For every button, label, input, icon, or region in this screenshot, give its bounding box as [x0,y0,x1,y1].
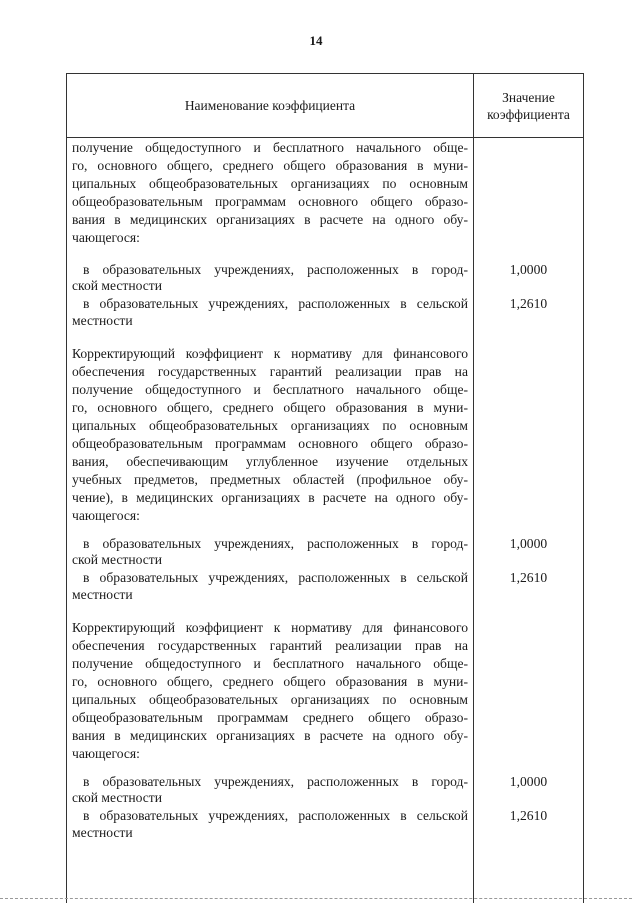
description-line: получение общедоступного и бесплатного начального обще- [72,140,468,155]
item-line: ской местности [72,278,163,293]
coefficient-value: 1,2610 [509,808,548,823]
header-coefficient-value [474,74,583,137]
header-coefficient-name: Наименование коэффициента [184,97,356,113]
header-value-line-2: коэффициента [487,106,570,122]
coefficient-table [66,73,584,903]
description-line: общеобразовательным программам основного общего образо- [72,436,468,451]
coefficient-value: 1,2610 [509,570,548,585]
description-line: чение), в медицинских организациях в расчете на одного обу- [72,490,468,505]
description-line: обеспечения государственных гарантий реализации прав на [72,638,468,653]
page-bottom-edge [0,898,632,899]
item-line: ской местности [72,552,163,567]
item-line: в образовательных учреждениях, расположенных в город- [83,536,468,551]
description-line: го, основного общего, среднего общего образования в муни- [72,158,468,173]
description-line: Корректирующий коэффициент к нормативу для финансового [72,346,468,361]
description-line: получение общедоступного и бесплатного начального обще- [72,656,468,671]
item-line: в образовательных учреждениях, расположенных в город- [83,774,468,789]
table-header [67,73,583,138]
description-line: Корректирующий коэффициент к нормативу для финансового [72,620,468,635]
description-line: чающегося: [72,230,140,245]
item-line: местности [72,313,133,328]
description-line: вания в медицинских организациях в расчете на одного обу- [72,212,468,227]
description-line: обеспечения государственных гарантий реализации прав на [72,364,468,379]
item-line: в образовательных учреждениях, расположенных в сельской [83,296,468,311]
description-line: чающегося: [72,508,140,523]
item-line: в образовательных учреждениях, расположенных в сельской [83,808,468,823]
coefficient-value: 1,2610 [509,296,548,311]
item-line: в образовательных учреждениях, расположенных в город- [83,262,468,277]
description-line: общеобразовательным программам основного общего образо- [72,194,468,209]
description-line: вания в медицинских организациях в расчете на одного обу- [72,728,468,743]
description-line: учебных предметов, предметных областей (профильное обу- [72,472,468,487]
item-line: местности [72,825,133,840]
description-line: ципальных общеобразовательных организациях по основным [72,692,468,707]
coefficient-value: 1,0000 [509,536,548,551]
description-line: го, основного общего, среднего общего образования в муни- [72,400,468,415]
description-line: ципальных общеобразовательных организациях по основным [72,418,468,433]
coefficient-value: 1,0000 [509,262,548,277]
header-value-line-1: Значение [502,89,555,105]
item-line: в образовательных учреждениях, расположенных в сельской [83,570,468,585]
page-number: 14 [309,33,323,48]
description-line: ципальных общеобразовательных организациях по основным [72,176,468,191]
description-line: общеобразовательным программам среднего общего образо- [72,710,468,725]
description-line: го, основного общего, среднего общего образования в муни- [72,674,468,689]
coefficient-value: 1,0000 [509,774,548,789]
description-line: чающегося: [72,746,140,761]
description-line: вания, обеспечивающим углубленное изучение отдельных [72,454,468,469]
item-line: ской местности [72,790,163,805]
item-line: местности [72,587,133,602]
description-line: получение общедоступного и бесплатного начального обще- [72,382,468,397]
